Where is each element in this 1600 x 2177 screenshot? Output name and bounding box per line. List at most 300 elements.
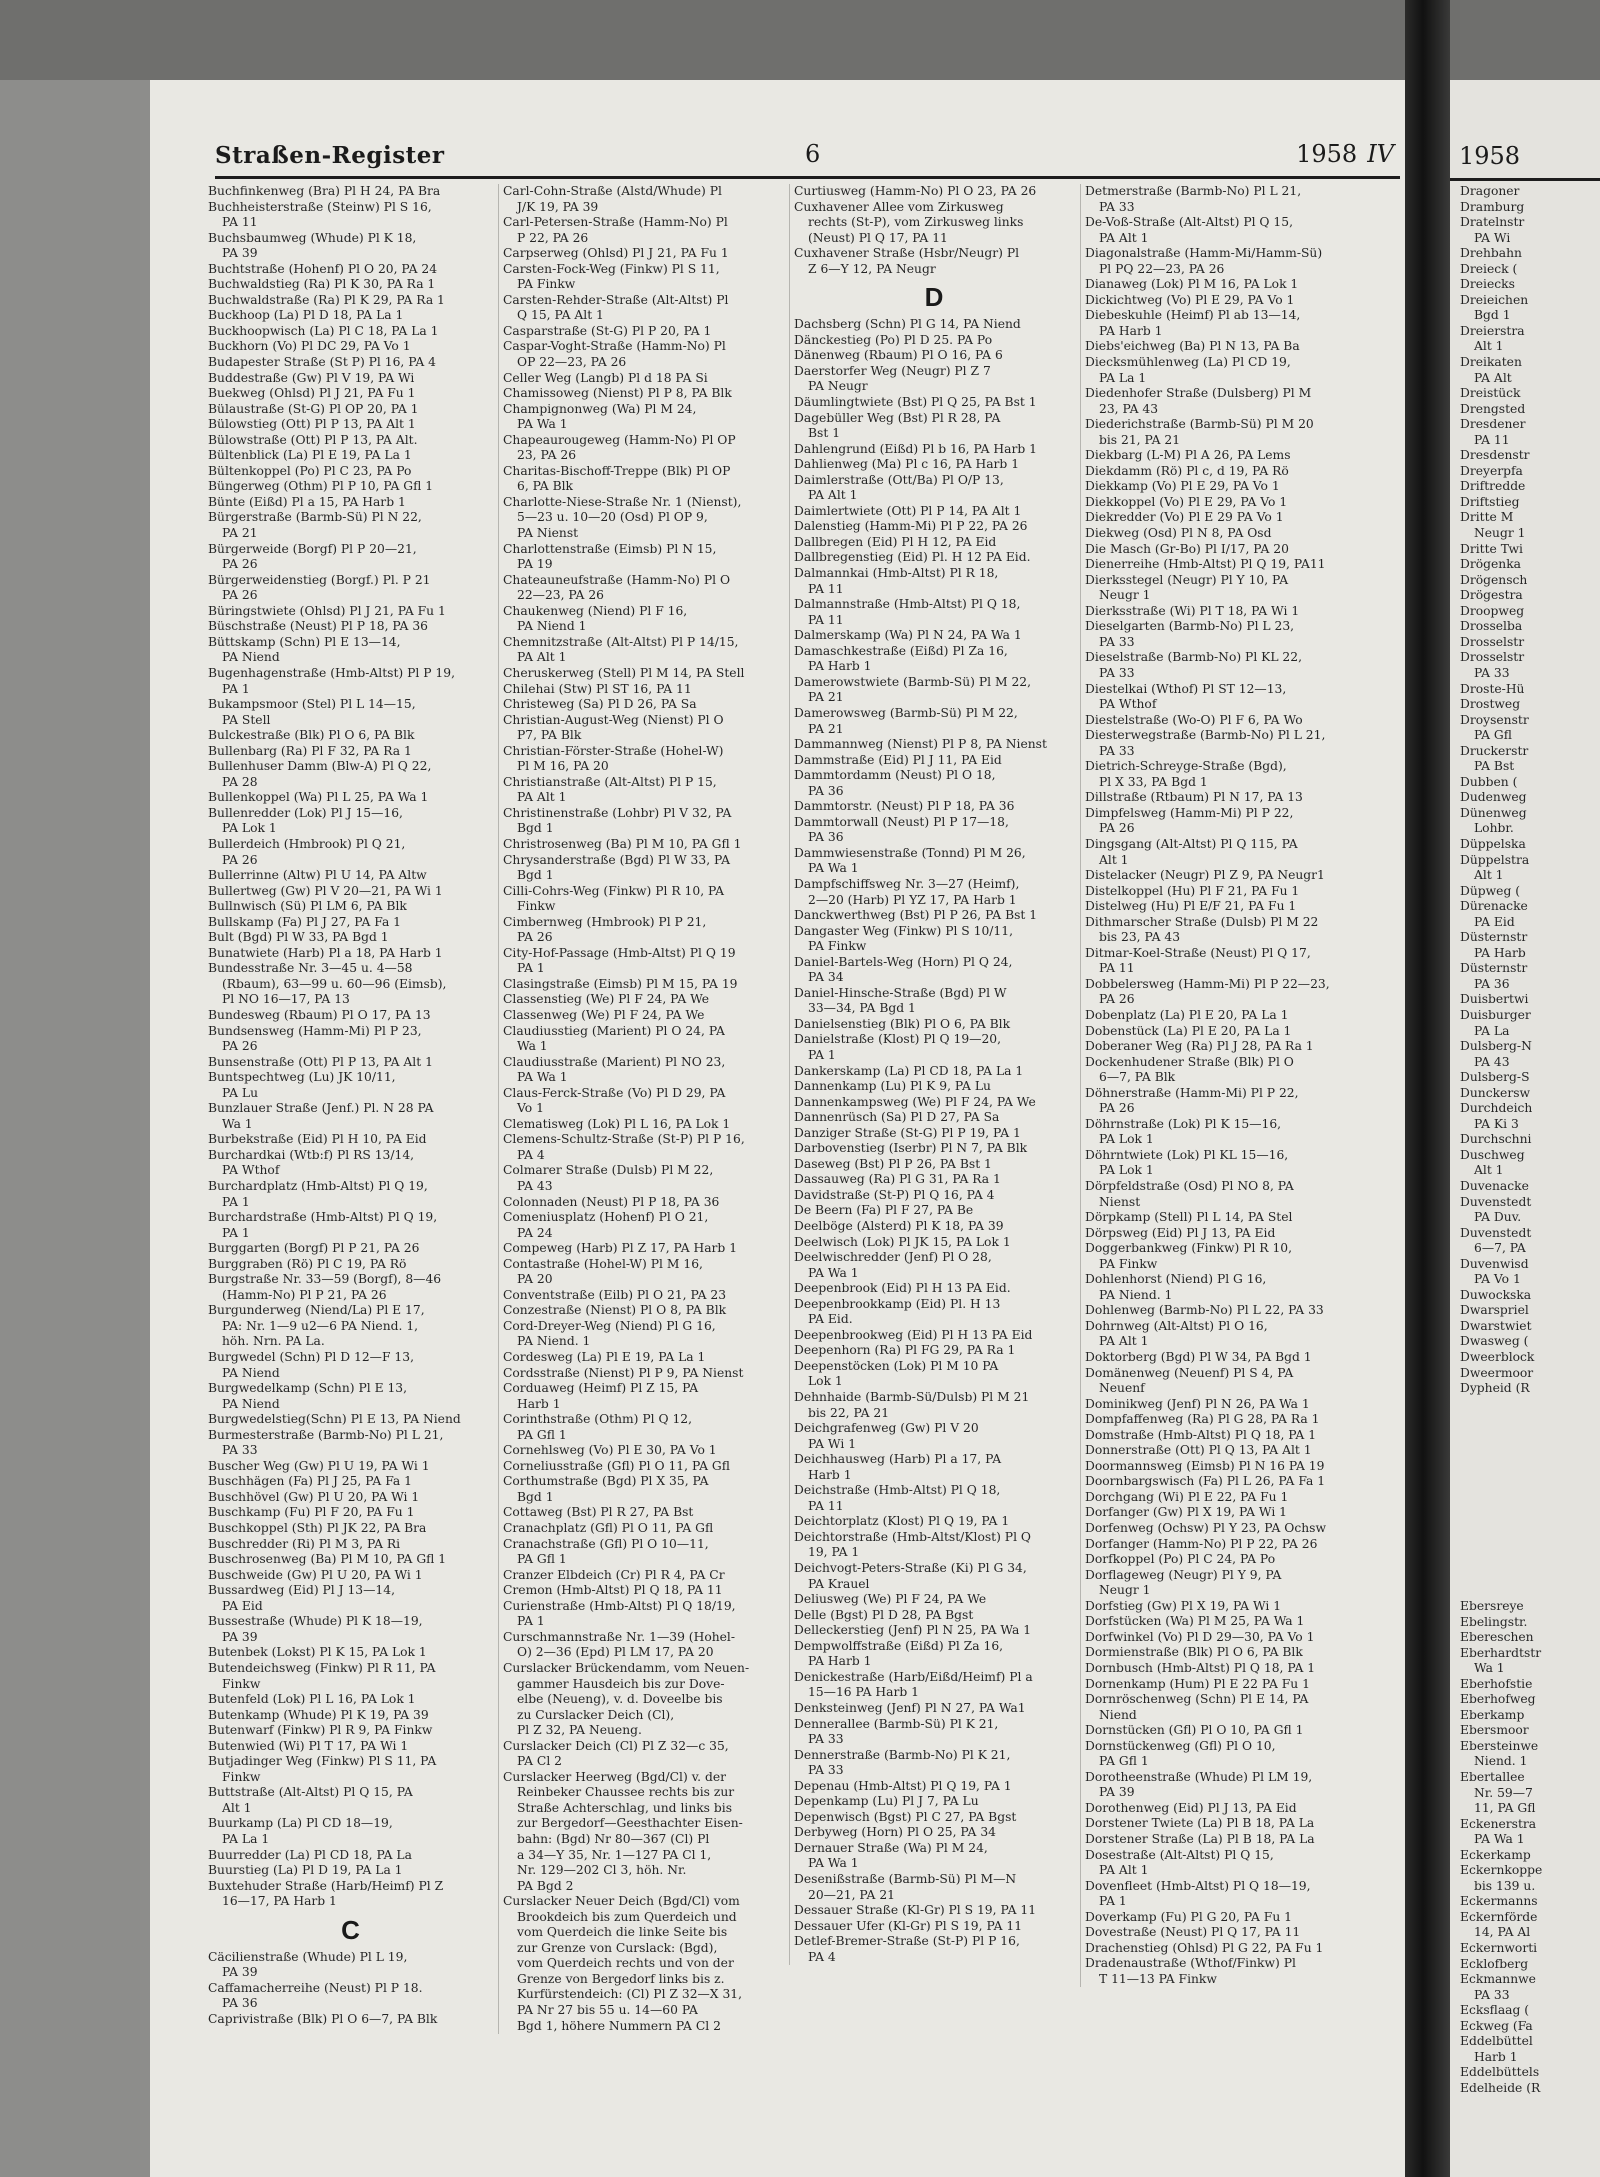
street-entry: Dorothenweg (Eid) Pl J 13, PA Eid bbox=[1085, 1800, 1297, 1815]
street-entry: Butenwarf (Finkw) Pl R 9, PA Finkw bbox=[208, 1723, 433, 1738]
street-entry: Dalmannstraße (Hmb-Altst) Pl Q 18, bbox=[794, 597, 1021, 612]
street-entry: Döhrnstraße (Lok) Pl K 15—16, bbox=[1085, 1116, 1282, 1131]
street-entry: Bültenkoppel (Po) Pl C 23, PA Po bbox=[208, 463, 412, 478]
street-entry: PA 39 bbox=[222, 1965, 258, 1980]
street-entry: Bullenbarg (Ra) Pl F 32, PA Ra 1 bbox=[208, 743, 412, 758]
street-entry: Deepenbrook (Eid) Pl H 13 PA Eid. bbox=[794, 1281, 1011, 1296]
adjacent-entry: PA Wa 1 bbox=[1474, 1832, 1525, 1847]
street-entry: Dockenhudener Straße (Blk) Pl O bbox=[1085, 1054, 1294, 1069]
street-entry: Dallbregen (Eid) Pl H 12, PA Eid bbox=[794, 534, 997, 549]
street-entry: Curtiusweg (Hamm-No) Pl O 23, PA 26 bbox=[794, 184, 1037, 198]
street-entry: PA 26 bbox=[222, 1039, 258, 1054]
adjacent-entry: Ecklofberg bbox=[1460, 1956, 1529, 1971]
section-letter: D bbox=[924, 282, 944, 313]
adjacent-entry: Dweerblock bbox=[1460, 1350, 1535, 1365]
adjacent-entry: Dragoner bbox=[1460, 184, 1520, 198]
street-entry: zur Bergedorf—Geesthachter Eisen- bbox=[517, 1816, 743, 1831]
street-entry: De-Voß-Straße (Alt-Altst) Pl Q 15, bbox=[1085, 215, 1293, 230]
street-entry: PA Wthof bbox=[1099, 697, 1157, 712]
street-entry: Dompfaffenweg (Ra) Pl G 28, PA Ra 1 bbox=[1085, 1412, 1320, 1427]
street-entry: PA Lok 1 bbox=[1099, 1132, 1154, 1147]
street-entry: PA Wthof bbox=[222, 1163, 280, 1178]
street-entry: Wa 1 bbox=[517, 1039, 548, 1054]
street-entry: Budapester Straße (St P) Pl 16, PA 4 bbox=[208, 355, 436, 370]
adjacent-entry: Duvenwisd bbox=[1460, 1256, 1529, 1271]
adjacent-entry: Bgd 1 bbox=[1474, 308, 1511, 323]
street-entry: Finkw bbox=[222, 1676, 261, 1691]
street-entry: Dörpfeldstraße (Osd) Pl NO 8, PA bbox=[1085, 1179, 1294, 1193]
street-entry: Buntspechtweg (Lu) JK 10/11, bbox=[208, 1070, 396, 1085]
street-entry: Dannenkampsweg (We) Pl F 24, PA We bbox=[794, 1094, 1036, 1109]
street-entry: PA Finkw bbox=[1099, 1256, 1158, 1271]
street-entry: Charlottenstraße (Eimsb) Pl N 15, bbox=[503, 541, 717, 556]
adjacent-entry: PA Eid bbox=[1474, 914, 1515, 929]
street-entry: Cottaweg (Bst) Pl R 27, PA Bst bbox=[503, 1505, 694, 1520]
street-entry: PA 28 bbox=[222, 774, 258, 789]
street-entry: Bünte (Eißd) Pl a 15, PA Harb 1 bbox=[208, 494, 406, 509]
street-entry: Corneliusstraße (Gfl) Pl O 11, PA Gfl bbox=[503, 1458, 730, 1473]
street-entry: Delle (Bgst) Pl D 28, PA Bgst bbox=[794, 1607, 974, 1622]
street-entry: Neugr 1 bbox=[1099, 1583, 1151, 1598]
street-entry: Curslacker Deich (Cl) Pl Z 32—c 35, bbox=[503, 1738, 729, 1753]
street-entry: Danckwerthweg (Bst) Pl P 26, PA Bst 1 bbox=[794, 908, 1038, 923]
street-entry: Grenze von Bergedorf links bis z. bbox=[517, 1971, 725, 1986]
street-entry: Curslacker Neuer Deich (Bgd/Cl) vom bbox=[503, 1894, 740, 1909]
street-entry: (Rbaum), 63—99 u. 60—96 (Eimsb), bbox=[222, 976, 447, 991]
street-entry: Buxtehuder Straße (Harb/Heimf) Pl Z bbox=[208, 1878, 444, 1893]
street-entry: Bgd 1 bbox=[517, 821, 554, 836]
street-entry: Bültenblick (La) Pl E 19, PA La 1 bbox=[208, 448, 412, 463]
adjacent-entry: Dudenweg bbox=[1460, 790, 1527, 805]
street-entry: PA 21 bbox=[808, 690, 844, 705]
street-entry: Bürgerweidenstieg (Borgf.) Pl. P 21 bbox=[208, 572, 431, 587]
adjacent-entry: Eckernworti bbox=[1460, 1941, 1538, 1956]
street-entry: gammer Hausdeich bis zur Dove- bbox=[517, 1676, 725, 1691]
street-entry: Dorfanger (Gw) Pl X 19, PA Wi 1 bbox=[1085, 1505, 1287, 1520]
street-entry: PA 1 bbox=[517, 961, 545, 976]
adjacent-entry: Dweermoor bbox=[1460, 1365, 1534, 1380]
street-entry: Buschkamp (Fu) Pl F 20, PA Fu 1 bbox=[208, 1505, 415, 1520]
street-entry: Dahlienweg (Ma) Pl c 16, PA Harb 1 bbox=[794, 457, 1020, 472]
adjacent-entry: Düsternstr bbox=[1460, 930, 1528, 945]
street-entry: Cordesweg (La) Pl E 19, PA La 1 bbox=[503, 1350, 706, 1365]
street-entry: PA 36 bbox=[222, 1996, 258, 2011]
street-entry: Buurredder (La) Pl CD 18, PA La bbox=[208, 1847, 412, 1862]
street-entry: Bullenkoppel (Wa) Pl L 25, PA Wa 1 bbox=[208, 790, 429, 805]
street-entry: Dominikweg (Jenf) Pl N 26, PA Wa 1 bbox=[1085, 1396, 1310, 1411]
street-entry: Neugr 1 bbox=[1099, 588, 1151, 603]
street-entry: Bukampsmoor (Stel) Pl L 14—15, bbox=[208, 697, 416, 712]
adjacent-entry: Dreiecks bbox=[1460, 277, 1515, 292]
street-entry: Daerstorfer Weg (Neugr) Pl Z 7 bbox=[794, 363, 991, 378]
street-entry: Dornbusch (Hmb-Altst) Pl Q 18, PA 1 bbox=[1085, 1660, 1316, 1675]
street-entry: Danielstraße (Klost) Pl Q 19—20, bbox=[794, 1032, 1001, 1047]
street-entry: Cäcilienstraße (Whude) Pl L 19, bbox=[208, 1949, 408, 1964]
street-entry: PA 33 bbox=[808, 1732, 844, 1747]
adjacent-entry: Dreierstra bbox=[1460, 323, 1525, 338]
street-entry: Cornehlsweg (Vo) Pl E 30, PA Vo 1 bbox=[503, 1443, 717, 1458]
street-entry: De Beern (Fa) Pl F 27, PA Be bbox=[794, 1203, 974, 1218]
adjacent-entry: Ebersteinwe bbox=[1460, 1738, 1539, 1753]
street-entry: Harb 1 bbox=[808, 1467, 852, 1482]
street-entry: Wa 1 bbox=[222, 1116, 253, 1131]
street-entry: Dalenstieg (Hamm-Mi) Pl P 22, PA 26 bbox=[794, 519, 1028, 534]
street-entry: Depenau (Hmb-Altst) Pl Q 19, PA 1 bbox=[794, 1778, 1012, 1793]
street-entry: PA Alt 1 bbox=[1099, 1863, 1149, 1878]
register-page bbox=[150, 80, 1405, 2177]
street-entry: Bgd 1 bbox=[517, 868, 554, 883]
street-entry: Büringstwiete (Ohlsd) Pl J 21, PA Fu 1 bbox=[208, 603, 446, 618]
street-entry: Finkw bbox=[517, 899, 556, 914]
street-entry: Dessauer Ufer (Kl-Gr) Pl S 19, PA 11 bbox=[794, 1918, 1023, 1933]
street-entry: Niend bbox=[1099, 1707, 1137, 1722]
street-entry: Carl-Cohn-Straße (Alstd/Whude) Pl bbox=[503, 184, 722, 198]
street-entry: Harb 1 bbox=[517, 1396, 561, 1411]
adjacent-entry: 14, PA Al bbox=[1474, 1925, 1531, 1940]
street-entry: Dalmerskamp (Wa) Pl N 24, PA Wa 1 bbox=[794, 628, 1022, 643]
street-entry: a 34—Y 35, Nr. 1—127 PA Cl 1, bbox=[517, 1847, 712, 1862]
street-entry: Cuxhavener Allee vom Zirkusweg bbox=[794, 199, 1004, 214]
street-entry: Burchardplatz (Hmb-Altst) Pl Q 19, bbox=[208, 1179, 428, 1193]
street-entry: PA Niend bbox=[222, 1365, 280, 1380]
street-entry: Bullertweg (Gw) Pl V 20—21, PA Wi 1 bbox=[208, 883, 443, 898]
street-entry: Dankerskamp (La) Pl CD 18, PA La 1 bbox=[794, 1063, 1024, 1078]
street-entry: Dammtorstr. (Neust) Pl P 18, PA 36 bbox=[794, 799, 1015, 814]
section-letter: C bbox=[341, 1914, 360, 1945]
adjacent-entry: Dunckersw bbox=[1460, 1085, 1531, 1100]
street-entry: 6—7, PA Blk bbox=[1099, 1070, 1176, 1085]
street-entry: Deliusweg (We) Pl F 24, PA We bbox=[794, 1592, 987, 1607]
street-entry: Cilli-Cohrs-Weg (Finkw) Pl R 10, PA bbox=[503, 883, 725, 898]
street-entry: Depenwisch (Bgst) Pl C 27, PA Bgst bbox=[794, 1809, 1017, 1824]
street-entry: Burgwedelstieg(Schn) Pl E 13, PA Niend bbox=[208, 1412, 461, 1427]
street-entry: bis 22, PA 21 bbox=[808, 1405, 890, 1420]
street-entry: PA 4 bbox=[517, 1147, 545, 1162]
adjacent-entry: PA Wi bbox=[1474, 230, 1511, 245]
street-entry: Dianaweg (Lok) Pl M 16, PA Lok 1 bbox=[1085, 277, 1299, 292]
street-entry: Carl-Petersen-Straße (Hamm-No) Pl bbox=[503, 215, 728, 230]
adjacent-entry: Durchschni bbox=[1460, 1132, 1532, 1147]
index-column-4 bbox=[1080, 184, 1375, 1987]
adjacent-header-rule bbox=[1450, 178, 1600, 181]
street-entry: PA 33 bbox=[808, 1763, 844, 1778]
street-entry: Casparstraße (St-G) Pl P 20, PA 1 bbox=[503, 323, 712, 338]
street-entry: PA 33 bbox=[222, 1443, 258, 1458]
street-entry: PA 1 bbox=[222, 1194, 250, 1209]
adjacent-column-upper bbox=[1460, 184, 1600, 1397]
street-entry: Classenstieg (We) Pl F 24, PA We bbox=[503, 992, 710, 1007]
street-entry: Dammstraße (Eid) Pl J 11, PA Eid bbox=[794, 752, 1002, 767]
street-entry: Dickichtweg (Vo) Pl E 29, PA Vo 1 bbox=[1085, 292, 1295, 307]
street-entry: Bulckestraße (Blk) Pl O 6, PA Blk bbox=[208, 728, 415, 743]
street-entry: Daniel-Bartels-Weg (Horn) Pl Q 24, bbox=[794, 954, 1013, 969]
street-entry: Dornenkamp (Hum) Pl E 22 PA Fu 1 bbox=[1085, 1676, 1310, 1691]
street-entry: Buschkoppel (Sth) Pl JK 22, PA Bra bbox=[208, 1521, 427, 1536]
street-entry: PA 43 bbox=[517, 1179, 553, 1193]
street-entry: PA Harb 1 bbox=[808, 1654, 872, 1669]
street-entry: PA Wa 1 bbox=[808, 1265, 859, 1280]
adjacent-entry: PA La bbox=[1474, 1023, 1510, 1038]
street-entry: Deepenbrookkamp (Eid) Pl. H 13 bbox=[794, 1296, 1001, 1311]
street-entry: Corduaweg (Heimf) Pl Z 15, PA bbox=[503, 1381, 699, 1396]
adjacent-entry: Dulsberg-N bbox=[1460, 1039, 1532, 1054]
street-entry: Doverkamp (Fu) Pl G 20, PA Fu 1 bbox=[1085, 1909, 1292, 1924]
street-entry: Dessauer Straße (Kl-Gr) Pl S 19, PA 11 bbox=[794, 1903, 1037, 1918]
street-entry: Burchardstraße (Hmb-Altst) Pl Q 19, bbox=[208, 1210, 438, 1225]
adjacent-entry: Düppelstra bbox=[1460, 852, 1530, 867]
street-entry: Pl NO 16—17, PA 13 bbox=[222, 992, 350, 1007]
street-entry: PA 24 bbox=[517, 1225, 553, 1240]
street-entry: Dänenweg (Rbaum) Pl O 16, PA 6 bbox=[794, 348, 1003, 363]
street-entry: Christian-August-Weg (Nienst) Pl O bbox=[503, 712, 724, 727]
street-entry: Bundesweg (Rbaum) Pl O 17, PA 13 bbox=[208, 1007, 431, 1022]
street-entry: Dobbelersweg (Hamm-Mi) Pl P 22—23, bbox=[1085, 976, 1330, 991]
street-entry: PA 21 bbox=[222, 526, 258, 541]
street-entry: Daimlerstraße (Ott/Ba) Pl O/P 13, bbox=[794, 472, 1004, 487]
adjacent-entry: Dresdener bbox=[1460, 417, 1526, 432]
street-entry: 15—16 PA Harb 1 bbox=[808, 1685, 919, 1700]
street-entry: PA 26 bbox=[1099, 1101, 1135, 1116]
street-entry: Desenißstraße (Barmb-Sü) Pl M—N bbox=[794, 1871, 1017, 1886]
street-entry: PA Bgd 2 bbox=[517, 1878, 574, 1893]
street-entry: Dempwolffstraße (Eißd) Pl Za 16, bbox=[794, 1638, 1004, 1653]
street-entry: Bülowstraße (Ott) Pl P 13, PA Alt. bbox=[208, 432, 418, 447]
street-entry: Cuxhavener Straße (Hsbr/Neugr) Pl bbox=[794, 246, 1020, 261]
adjacent-entry: Dünenweg bbox=[1460, 805, 1527, 820]
adjacent-column-lower bbox=[1460, 1599, 1600, 2097]
street-entry: PA Harb 1 bbox=[808, 659, 872, 674]
street-entry: Dernauer Straße (Wa) Pl M 24, bbox=[794, 1840, 988, 1855]
adjacent-entry: Dreieck ( bbox=[1460, 261, 1518, 276]
street-entry: PA Wi 1 bbox=[808, 1436, 857, 1451]
adjacent-entry: Eckmannwe bbox=[1460, 1972, 1536, 1987]
street-entry: Dieselstraße (Barmb-No) Pl KL 22, bbox=[1085, 650, 1302, 665]
street-entry: Diederichstraße (Barmb-Sü) Pl M 20 bbox=[1085, 417, 1314, 432]
adjacent-entry: Dypheid (R bbox=[1460, 1381, 1530, 1396]
street-entry: PA Wa 1 bbox=[517, 417, 568, 432]
adjacent-entry: Dresdenstr bbox=[1460, 448, 1530, 463]
street-entry: Detlef-Bremer-Straße (St-P) Pl P 16, bbox=[794, 1934, 1020, 1949]
street-entry: PA 33 bbox=[1099, 634, 1135, 649]
street-entry: PA Niend bbox=[222, 1396, 280, 1411]
street-entry: Deepenbrookweg (Eid) Pl H 13 PA Eid bbox=[794, 1327, 1033, 1342]
street-entry: Lok 1 bbox=[808, 1374, 843, 1389]
adjacent-entry: Durchdeich bbox=[1460, 1101, 1533, 1116]
street-entry: Bst 1 bbox=[808, 426, 841, 441]
street-entry: Dangaster Weg (Finkw) Pl S 10/11, bbox=[794, 923, 1013, 938]
street-entry: Dachsberg (Schn) Pl G 14, PA Niend bbox=[794, 317, 1021, 332]
street-entry: Compeweg (Harb) Pl Z 17, PA Harb 1 bbox=[503, 1241, 738, 1256]
street-entry: Bussardweg (Eid) Pl J 13—14, bbox=[208, 1583, 395, 1598]
street-entry: Christian-Förster-Straße (Hohel-W) bbox=[503, 743, 724, 758]
street-entry: Celler Weg (Langb) Pl d 18 PA Si bbox=[503, 370, 708, 385]
street-entry: Buckhoop (La) Pl D 18, PA La 1 bbox=[208, 308, 404, 323]
street-entry: Distelkoppel (Hu) Pl F 21, PA Fu 1 bbox=[1085, 883, 1300, 898]
street-entry: Dampfschiffsweg Nr. 3—27 (Heimf), bbox=[794, 876, 1020, 891]
street-entry: Deichhausweg (Harb) Pl a 17, PA bbox=[794, 1452, 1002, 1467]
street-entry: Finkw bbox=[222, 1769, 261, 1784]
street-entry: Dassauweg (Ra) Pl G 31, PA Ra 1 bbox=[794, 1172, 1001, 1187]
street-entry: Danziger Straße (St-G) Pl P 19, PA 1 bbox=[794, 1125, 1021, 1140]
adjacent-entry: Ebersmoor bbox=[1460, 1723, 1529, 1738]
street-entry: Dienerreihe (Hmb-Altst) Pl Q 19, PA11 bbox=[1085, 557, 1326, 572]
adjacent-entry: Duvenstedt bbox=[1460, 1225, 1532, 1240]
adjacent-entry: Drehbahn bbox=[1460, 246, 1522, 261]
street-entry: Dorfstücken (Wa) Pl M 25, PA Wa 1 bbox=[1085, 1614, 1305, 1629]
street-entry: Diekredder (Vo) Pl E 29 PA Vo 1 bbox=[1085, 510, 1284, 525]
page-header bbox=[215, 140, 1400, 179]
adjacent-entry: Dreieichen bbox=[1460, 292, 1529, 307]
street-entry: Dosestraße (Alt-Altst) Pl Q 15, bbox=[1085, 1847, 1274, 1862]
adjacent-entry: Dramburg bbox=[1460, 199, 1525, 214]
street-entry: Dannenkamp (Lu) Pl K 9, PA Lu bbox=[794, 1079, 991, 1094]
street-entry: Dillstraße (Rtbaum) Pl N 17, PA 13 bbox=[1085, 790, 1303, 805]
street-entry: Dagebüller Weg (Bst) Pl R 28, PA bbox=[794, 410, 1001, 425]
street-entry: PA 26 bbox=[222, 852, 258, 867]
adjacent-entry: Lohbr. bbox=[1474, 821, 1514, 836]
street-entry: PA 11 bbox=[808, 1498, 844, 1513]
street-entry: Doktorberg (Bgd) Pl W 34, PA Bgd 1 bbox=[1085, 1350, 1312, 1365]
street-entry: Diecksmühlenweg (La) Pl CD 19, bbox=[1085, 355, 1291, 370]
street-entry: PA 39 bbox=[1099, 1785, 1135, 1800]
street-entry: Dehnhaide (Barmb-Sü/Dulsb) Pl M 21 bbox=[794, 1390, 1030, 1405]
street-entry: Doggerbankweg (Finkw) Pl R 10, bbox=[1085, 1241, 1293, 1256]
street-entry: Dohlenhorst (Niend) Pl G 16, bbox=[1085, 1272, 1267, 1287]
street-entry: PA Finkw bbox=[517, 277, 576, 292]
street-entry: Diekdamm (Rö) Pl c, d 19, PA Rö bbox=[1085, 463, 1289, 478]
street-entry: PA 34 bbox=[808, 970, 844, 985]
street-entry: Depenkamp (Lu) Pl J 7, PA Lu bbox=[794, 1794, 979, 1809]
street-entry: Deepenhorn (Ra) Pl FG 29, PA Ra 1 bbox=[794, 1343, 1016, 1358]
street-entry: Champignonweg (Wa) Pl M 24, bbox=[503, 401, 697, 416]
adjacent-entry: PA Duv. bbox=[1474, 1210, 1522, 1225]
adjacent-entry: Dwarstwiet bbox=[1460, 1318, 1532, 1333]
street-entry: Clematisweg (Lok) Pl L 16, PA Lok 1 bbox=[503, 1116, 731, 1131]
street-entry: 23, PA 43 bbox=[1099, 401, 1159, 416]
street-entry: Claudiusstraße (Marient) Pl NO 23, bbox=[503, 1054, 726, 1069]
street-entry: Dorfenweg (Ochsw) Pl Y 23, PA Ochsw bbox=[1085, 1521, 1326, 1536]
street-entry: Burgwedelkamp (Schn) Pl E 13, bbox=[208, 1381, 408, 1396]
street-entry: J/K 19, PA 39 bbox=[517, 199, 599, 214]
adjacent-entry: PA 33 bbox=[1474, 665, 1510, 680]
street-entry: PA Stell bbox=[222, 712, 271, 727]
street-entry: OP 22—23, PA 26 bbox=[517, 355, 627, 370]
adjacent-entry: Dreistück bbox=[1460, 386, 1521, 401]
street-entry: PA Niend. 1 bbox=[517, 1334, 591, 1349]
street-entry: PA Nienst bbox=[517, 526, 579, 541]
street-entry: Daseweg (Bst) Pl P 26, PA Bst 1 bbox=[794, 1156, 992, 1171]
street-entry: Deelwischredder (Jenf) Pl O 28, bbox=[794, 1250, 992, 1265]
street-entry: PA Krauel bbox=[808, 1576, 870, 1591]
street-entry: PA 1 bbox=[808, 1047, 836, 1062]
street-entry: bis 23, PA 43 bbox=[1099, 930, 1181, 945]
street-entry: Diestelkai (Wthof) Pl ST 12—13, bbox=[1085, 681, 1287, 696]
street-entry: Dohlenweg (Barmb-No) Pl L 22, PA 33 bbox=[1085, 1303, 1324, 1318]
adjacent-entry: Dwarspriel bbox=[1460, 1303, 1529, 1318]
street-entry: O) 2—36 (Epd) Pl LM 17, PA 20 bbox=[517, 1645, 714, 1660]
street-entry: PA Wa 1 bbox=[808, 1856, 859, 1871]
street-entry: 23, PA 26 bbox=[517, 448, 577, 463]
adjacent-entry: Neugr 1 bbox=[1474, 526, 1526, 541]
adjacent-entry: Drostweg bbox=[1460, 697, 1521, 712]
adjacent-entry: PA Harb bbox=[1474, 945, 1526, 960]
adjacent-entry: Drosselstr bbox=[1460, 634, 1525, 649]
street-entry: PA 26 bbox=[1099, 821, 1135, 836]
street-entry: Deepenstöcken (Lok) Pl M 10 PA bbox=[794, 1358, 999, 1373]
street-entry: Bundsensweg (Hamm-Mi) Pl P 23, bbox=[208, 1023, 422, 1038]
street-entry: Chateauneufstraße (Hamm-No) Pl O bbox=[503, 572, 731, 587]
street-entry: Diekbarg (L-M) Pl A 26, PA Lems bbox=[1085, 448, 1291, 463]
street-entry: 6, PA Blk bbox=[517, 479, 573, 494]
street-entry: Butenbek (Lokst) Pl K 15, PA Lok 1 bbox=[208, 1645, 427, 1660]
street-entry: PA: Nr. 1—9 u2—6 PA Niend. 1, bbox=[222, 1318, 419, 1333]
adjacent-entry: PA Vo 1 bbox=[1474, 1272, 1521, 1287]
street-entry: Däumlingtwiete (Bst) Pl Q 25, PA Bst 1 bbox=[794, 395, 1037, 410]
street-entry: Cranachstraße (Gfl) Pl O 10—11, bbox=[503, 1536, 709, 1551]
adjacent-entry: Ebertallee bbox=[1460, 1770, 1525, 1785]
street-entry: Buchtstraße (Hohenf) Pl O 20, PA 24 bbox=[208, 261, 438, 276]
street-entry: zu Curslacker Deich (Cl), bbox=[517, 1707, 675, 1722]
street-entry: PA Eid bbox=[222, 1598, 263, 1613]
street-entry: Delleckerstieg (Jenf) Pl N 25, PA Wa 1 bbox=[794, 1623, 1032, 1638]
street-entry: PA La 1 bbox=[222, 1831, 270, 1846]
adjacent-entry: PA 36 bbox=[1474, 976, 1510, 991]
street-entry: Christeweg (Sa) Pl D 26, PA Sa bbox=[503, 697, 697, 712]
adjacent-entry: Drögestra bbox=[1460, 588, 1523, 603]
adjacent-entry: 6—7, PA bbox=[1474, 1241, 1526, 1256]
street-entry: Dingsgang (Alt-Altst) Pl Q 115, PA bbox=[1085, 836, 1298, 851]
street-entry: Döhrntwiete (Lok) Pl KL 15—16, bbox=[1085, 1147, 1289, 1162]
street-entry: Diekkoppel (Vo) Pl E 29, PA Vo 1 bbox=[1085, 494, 1288, 509]
street-entry: Buchfinkenweg (Bra) Pl H 24, PA Bra bbox=[208, 184, 441, 198]
street-entry: PA 11 bbox=[222, 215, 258, 230]
street-entry: Detmerstraße (Barmb-No) Pl L 21, bbox=[1085, 184, 1302, 198]
edition-label bbox=[1296, 140, 1394, 168]
street-entry: Deelwisch (Lok) Pl JK 15, PA Lok 1 bbox=[794, 1234, 1011, 1249]
street-entry: Distelweg (Hu) Pl E/F 21, PA Fu 1 bbox=[1085, 899, 1297, 914]
street-entry: 33—34, PA Bgd 1 bbox=[808, 1001, 916, 1016]
street-entry: Buchwaldstraße (Ra) Pl K 29, PA Ra 1 bbox=[208, 292, 445, 307]
street-entry: Doormannsweg (Eimsb) Pl N 16 PA 19 bbox=[1085, 1458, 1325, 1473]
street-entry: Nr. 129—202 Cl 3, höh. Nr. bbox=[517, 1863, 687, 1878]
street-entry: Conventstraße (Eilb) Pl O 21, PA 23 bbox=[503, 1287, 727, 1302]
street-entry: Z 6—Y 12, PA Neugr bbox=[808, 261, 936, 276]
street-entry: Bugenhagenstraße (Hmb-Altst) Pl P 19, bbox=[208, 665, 455, 680]
street-entry: Burbekstraße (Eid) Pl H 10, PA Eid bbox=[208, 1132, 427, 1147]
adjacent-entry: Alt 1 bbox=[1474, 1163, 1504, 1178]
adjacent-entry: Dubben ( bbox=[1460, 774, 1518, 789]
street-entry: Bullerdeich (Hmbrook) Pl Q 21, bbox=[208, 836, 406, 851]
adjacent-entry: Eddelbüttel bbox=[1460, 2034, 1533, 2049]
street-entry: Dammtorwall (Neust) Pl P 17—18, bbox=[794, 814, 1009, 829]
street-entry: Dalmannkai (Hmb-Altst) Pl R 18, bbox=[794, 566, 999, 581]
adjacent-entry: Eckermanns bbox=[1460, 1894, 1538, 1909]
street-entry: PA 1 bbox=[517, 1614, 545, 1629]
street-entry: Domstraße (Hmb-Altst) Pl Q 18, PA 1 bbox=[1085, 1427, 1317, 1442]
street-entry: Dieselgarten (Barmb-No) Pl L 23, bbox=[1085, 619, 1295, 634]
street-entry: Alt 1 bbox=[222, 1800, 252, 1815]
street-entry: Donnerstraße (Ott) Pl Q 13, PA Alt 1 bbox=[1085, 1443, 1312, 1458]
street-entry: Pl M 16, PA 20 bbox=[517, 759, 609, 774]
street-entry: Alt 1 bbox=[1099, 852, 1129, 867]
street-entry: Charitas-Bischoff-Treppe (Blk) Pl OP bbox=[503, 463, 731, 478]
street-entry: Dorfkoppel (Po) Pl C 24, PA Po bbox=[1085, 1552, 1276, 1567]
street-entry: Ditmar-Koel-Straße (Neust) Pl Q 17, bbox=[1085, 945, 1311, 960]
street-entry: Deichtorplatz (Klost) Pl Q 19, PA 1 bbox=[794, 1514, 1010, 1529]
street-entry: Dänckestieg (Po) Pl D 25. PA Po bbox=[794, 332, 993, 347]
street-entry: Claus-Ferck-Straße (Vo) Pl D 29, PA bbox=[503, 1085, 726, 1100]
street-entry: Dahlengrund (Eißd) Pl b 16, PA Harb 1 bbox=[794, 441, 1037, 456]
